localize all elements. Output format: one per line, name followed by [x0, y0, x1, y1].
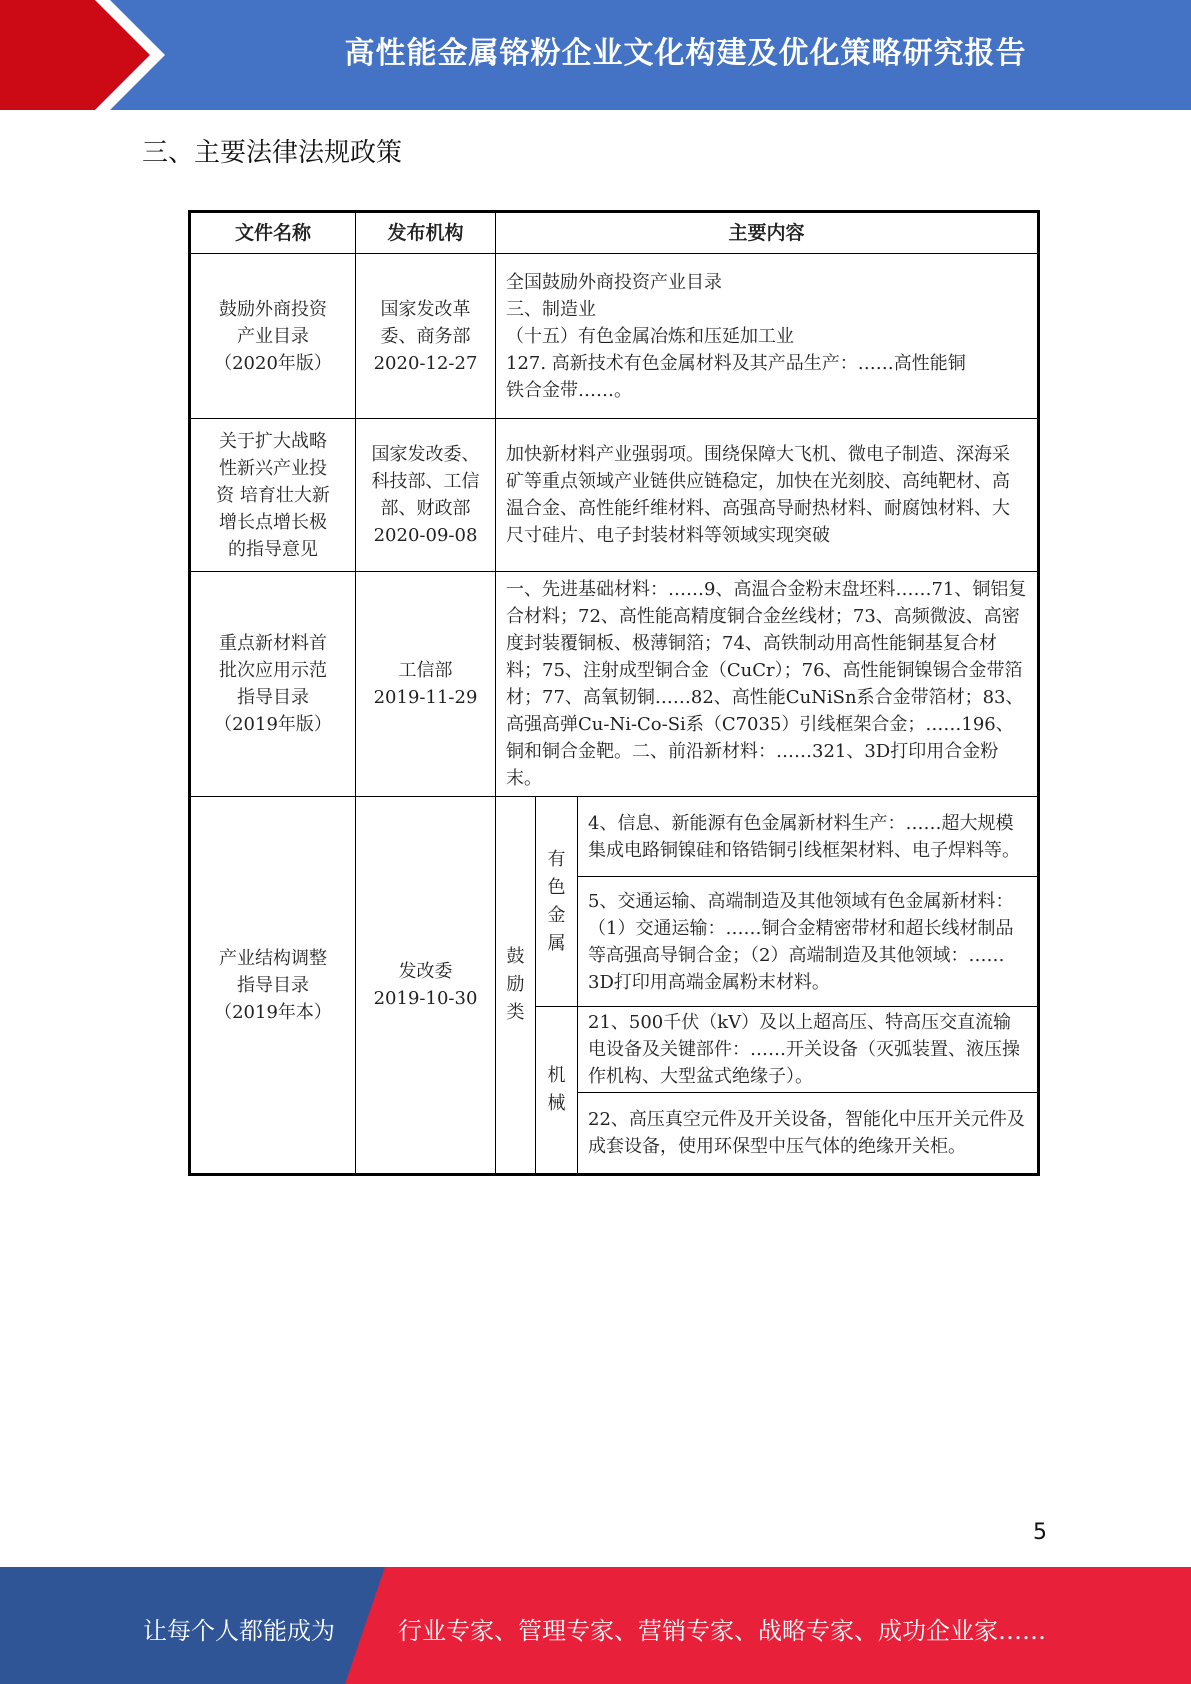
- name-line: 指导目录: [237, 974, 309, 996]
- cell-document-name: [190, 572, 356, 797]
- section-title: 三、主要法律法规政策: [142, 138, 403, 168]
- name-line: 增长点增长极: [219, 511, 327, 533]
- name-line: 的指导意见: [228, 538, 318, 560]
- name-line: 指导目录: [237, 687, 309, 708]
- table-row: [190, 254, 1039, 419]
- cell-document-name: [190, 254, 356, 419]
- footer-slogan-right: 行业专家、管理专家、营销专家、战略专家、成功企业家……: [398, 1617, 1046, 1645]
- org-line: 工信部: [398, 660, 453, 681]
- group-label: 有色金属: [547, 848, 566, 954]
- name-line: 产业目录: [237, 325, 309, 347]
- content-line: 铁合金带……。: [506, 379, 632, 401]
- org-line: 2019-10-30: [373, 988, 478, 1009]
- org-line: 国家发改革: [380, 298, 471, 320]
- org-line: 2020-09-08: [373, 525, 478, 546]
- table-row: [190, 419, 1039, 572]
- header-title: 高性能金属铬粉企业文化构建及优化策略研究报告: [344, 36, 1027, 71]
- cell-group-machinery: [536, 1007, 578, 1175]
- header-issuer: 发布机构: [356, 212, 496, 254]
- header-document-name: 文件名称: [190, 212, 356, 254]
- name-line: 鼓励外商投资: [219, 298, 327, 320]
- cell-document-name: [190, 797, 356, 1175]
- org-line: 2019-11-29: [373, 687, 478, 708]
- cell-issuer: [356, 797, 496, 1175]
- policy-table: [188, 210, 1040, 1176]
- page-number: 5: [1033, 1520, 1047, 1545]
- name-line: 重点新材料首: [219, 633, 327, 654]
- name-line: 批次应用示范: [219, 660, 327, 681]
- name-line: 性新兴产业投: [219, 457, 327, 479]
- cell-content: 一、先进基础材料：……9、高温合金粉末盘坯料……71、铜铝复合材料；72、高性能高精度铜合金丝线材；73、高频微波、高密度封装覆铜板、极薄铜箔；74、高铁制动用高性能铜基复合材料；75、注射成型铜合金（CuCr）；76、高性能铜镍锡合金带箔材；77、高氧韧铜……82、高性能CuNiSn系合金带箔材；83、高强高弹Cu-Ni-Co-Si系（C7035）引线框架合金；……196、铜和铜合金靶。二、前沿新材料：……321、3D打印用合金粉末。: [496, 572, 1039, 797]
- category-label: 鼓励类: [506, 946, 525, 1023]
- table-header-row: [190, 212, 1039, 254]
- content-line: （十五）有色金属冶炼和压延加工业: [506, 325, 794, 347]
- cell-document-name: [190, 419, 356, 572]
- policy-table-wrapper: [188, 210, 1037, 1176]
- content-line: 三、制造业: [506, 298, 596, 320]
- cell-issuer: [356, 572, 496, 797]
- name-line: （2019年版）: [214, 714, 332, 735]
- header-main-content: 主要内容: [496, 212, 1039, 254]
- org-line: 科技部、工信: [371, 471, 480, 492]
- footer-slogan-left: 让每个人都能成为: [143, 1617, 335, 1645]
- org-line: 发改委: [398, 961, 453, 982]
- name-line: 产业结构调整: [219, 947, 327, 969]
- table-row: [190, 797, 1039, 877]
- group-label: 机械: [547, 1065, 566, 1114]
- name-line: 关于扩大战略: [219, 430, 327, 452]
- content-line: 127. 高新技术有色金属材料及其产品生产：……高性能铜: [506, 352, 966, 374]
- name-line: （2019年本）: [214, 1001, 332, 1023]
- footer-banner: [0, 1567, 1191, 1684]
- org-line: 国家发改委、: [371, 444, 480, 465]
- cell-issuer: [356, 419, 496, 572]
- content-line: 全国鼓励外商投资产业目录: [506, 271, 722, 293]
- table-row: [190, 572, 1039, 797]
- cell-item: 21、500千伏（kV）及以上超高压、特高压交直流输电设备及关键部件：……开关设备（灭弧装置、液压操作机构、大型盆式绝缘子）。: [578, 1007, 1039, 1093]
- org-line: 委、商务部: [380, 325, 471, 347]
- org-line: 部、财政部: [380, 498, 471, 519]
- cell-content: [496, 254, 1039, 419]
- name-line: 资 培育壮大新: [216, 484, 330, 506]
- cell-group-nonferrous: [536, 797, 578, 1007]
- header-banner: [0, 0, 1191, 110]
- cell-content: 加快新材料产业强弱项。围绕保障大飞机、微电子制造、深海采矿等重点领域产业链供应链稳定，加快在光刻胶、高纯靶材、高温合金、高性能纤维材料、高强高导耐热材料、耐腐蚀材料、大尺寸硅片、电子封装材料等领域实现突破: [496, 419, 1039, 572]
- cell-issuer: [356, 254, 496, 419]
- org-line: 2020-12-27: [373, 352, 478, 374]
- cell-category-encouraged: [496, 797, 536, 1175]
- cell-item: 22、高压真空元件及开关设备，智能化中压开关元件及成套设备，使用环保型中压气体的绝缘开关柜。: [578, 1093, 1039, 1175]
- name-line: （2020年版）: [214, 352, 332, 374]
- cell-item: 5、交通运输、高端制造及其他领域有色金属新材料：（1）交通运输：……铜合金精密带材和超长线材制品等高强高导铜合金；（2）高端制造及其他领域：……3D打印用高端金属粉末材料。: [578, 877, 1039, 1007]
- cell-item: 4、信息、新能源有色金属新材料生产：……超大规模集成电路铜镍硅和铬锆铜引线框架材料、电子焊料等。: [578, 797, 1039, 877]
